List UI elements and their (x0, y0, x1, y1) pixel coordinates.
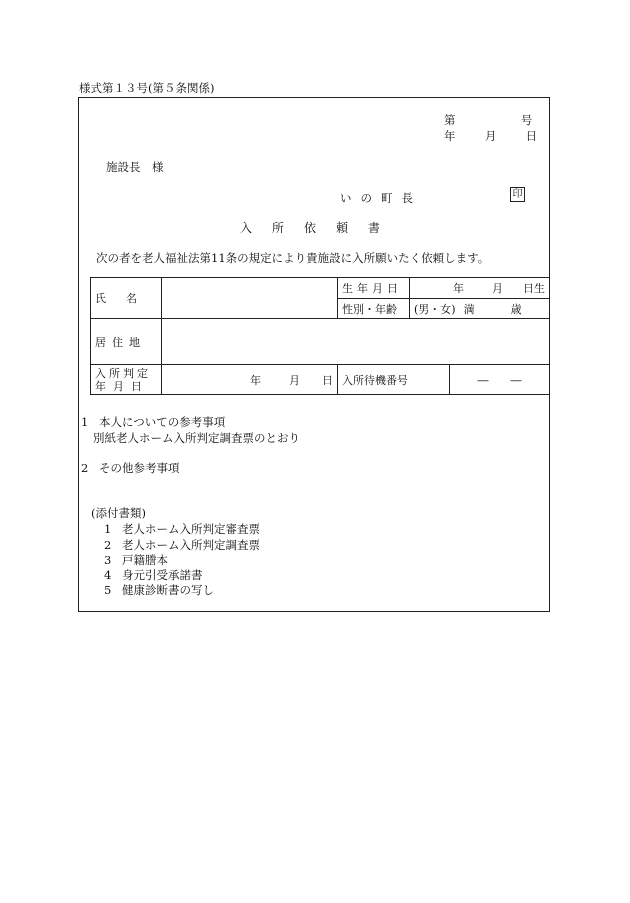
waiting-label: 入所待機番号 (338, 365, 450, 395)
attachment-item (104, 582, 214, 598)
age-suffix: 歳 (510, 302, 522, 316)
waiting-value[interactable]: ― ― (450, 365, 550, 395)
attachment-item (104, 521, 260, 537)
sex-options: (男・女) (414, 302, 456, 316)
age-prefix: 満 (463, 302, 475, 316)
note-2-text: その他参考事項 (99, 461, 180, 475)
addressee: 施設長 様 (106, 160, 164, 174)
form-id: 様式第１３号(第５条関係) (79, 81, 215, 95)
doc-date-year: 年 (444, 129, 456, 143)
note-1-sub: 別紙老人ホーム入所判定調査票のとおり (93, 431, 300, 445)
doc-number-suffix: 号 (520, 113, 533, 127)
attachment-number: 1 (104, 522, 112, 536)
seal-mark: 印 (510, 187, 525, 202)
attachment-number: 4 (104, 568, 112, 582)
attachment-item (104, 537, 260, 553)
document-number (444, 112, 532, 128)
attachment-text: 戸籍謄本 (122, 553, 168, 567)
attachment-number: 2 (104, 538, 112, 552)
doc-number-prefix: 第 (444, 113, 456, 127)
attachment-text: 健康診断書の写し (122, 583, 214, 597)
note-2 (81, 460, 180, 476)
judgment-label-cell (91, 365, 162, 395)
document-title: 入所依頼書 (240, 221, 401, 235)
judgment-year-label: 年 (250, 373, 261, 387)
name-value-cell[interactable] (162, 278, 338, 319)
attachment-number: 3 (104, 553, 112, 567)
name-label: 氏名 (95, 292, 157, 305)
birth-value-cell[interactable] (410, 278, 550, 299)
attachment-item (104, 552, 168, 568)
judgment-label-line2: 年月日 (95, 379, 149, 393)
document-date (444, 128, 537, 144)
name-label-cell (91, 278, 162, 319)
birth-day-label: 日生 (523, 282, 545, 295)
info-table (90, 277, 550, 395)
sex-age-label: 性別・年齢 (338, 299, 410, 319)
address-label: 居住地 (91, 319, 162, 365)
sex-age-value-cell[interactable] (410, 299, 550, 319)
attachment-text: 老人ホーム入所判定審査票 (122, 522, 260, 536)
note-1-text: 本人についての参考事項 (99, 415, 226, 429)
note-1 (81, 414, 225, 430)
judgment-date-cell[interactable] (162, 365, 338, 395)
birth-year-label: 年 (453, 282, 464, 295)
birth-label: 生年月日 (338, 278, 410, 299)
birth-month-label: 月 (492, 282, 503, 295)
judgment-month-label: 月 (289, 373, 300, 387)
doc-date-month: 月 (484, 129, 497, 143)
note-1-number: 1 (81, 415, 89, 429)
attachments-heading: (添付書類) (91, 506, 146, 520)
judgment-label-line1: 入所判定 (95, 366, 151, 380)
body-text: 次の者を老人福祉法第11条の規定により貴施設に入所願いたく依頼します。 (96, 251, 490, 265)
address-value-cell[interactable] (162, 319, 550, 365)
attachment-item (104, 567, 203, 583)
attachment-text: 老人ホーム入所判定調査票 (122, 538, 260, 552)
note-2-number: 2 (81, 461, 89, 475)
attachment-text: 身元引受承諾書 (122, 568, 203, 582)
judgment-day-label: 日 (322, 373, 333, 387)
attachment-number: 5 (104, 583, 112, 597)
sender: いの町長 (340, 191, 422, 205)
doc-date-day: 日 (525, 129, 538, 143)
